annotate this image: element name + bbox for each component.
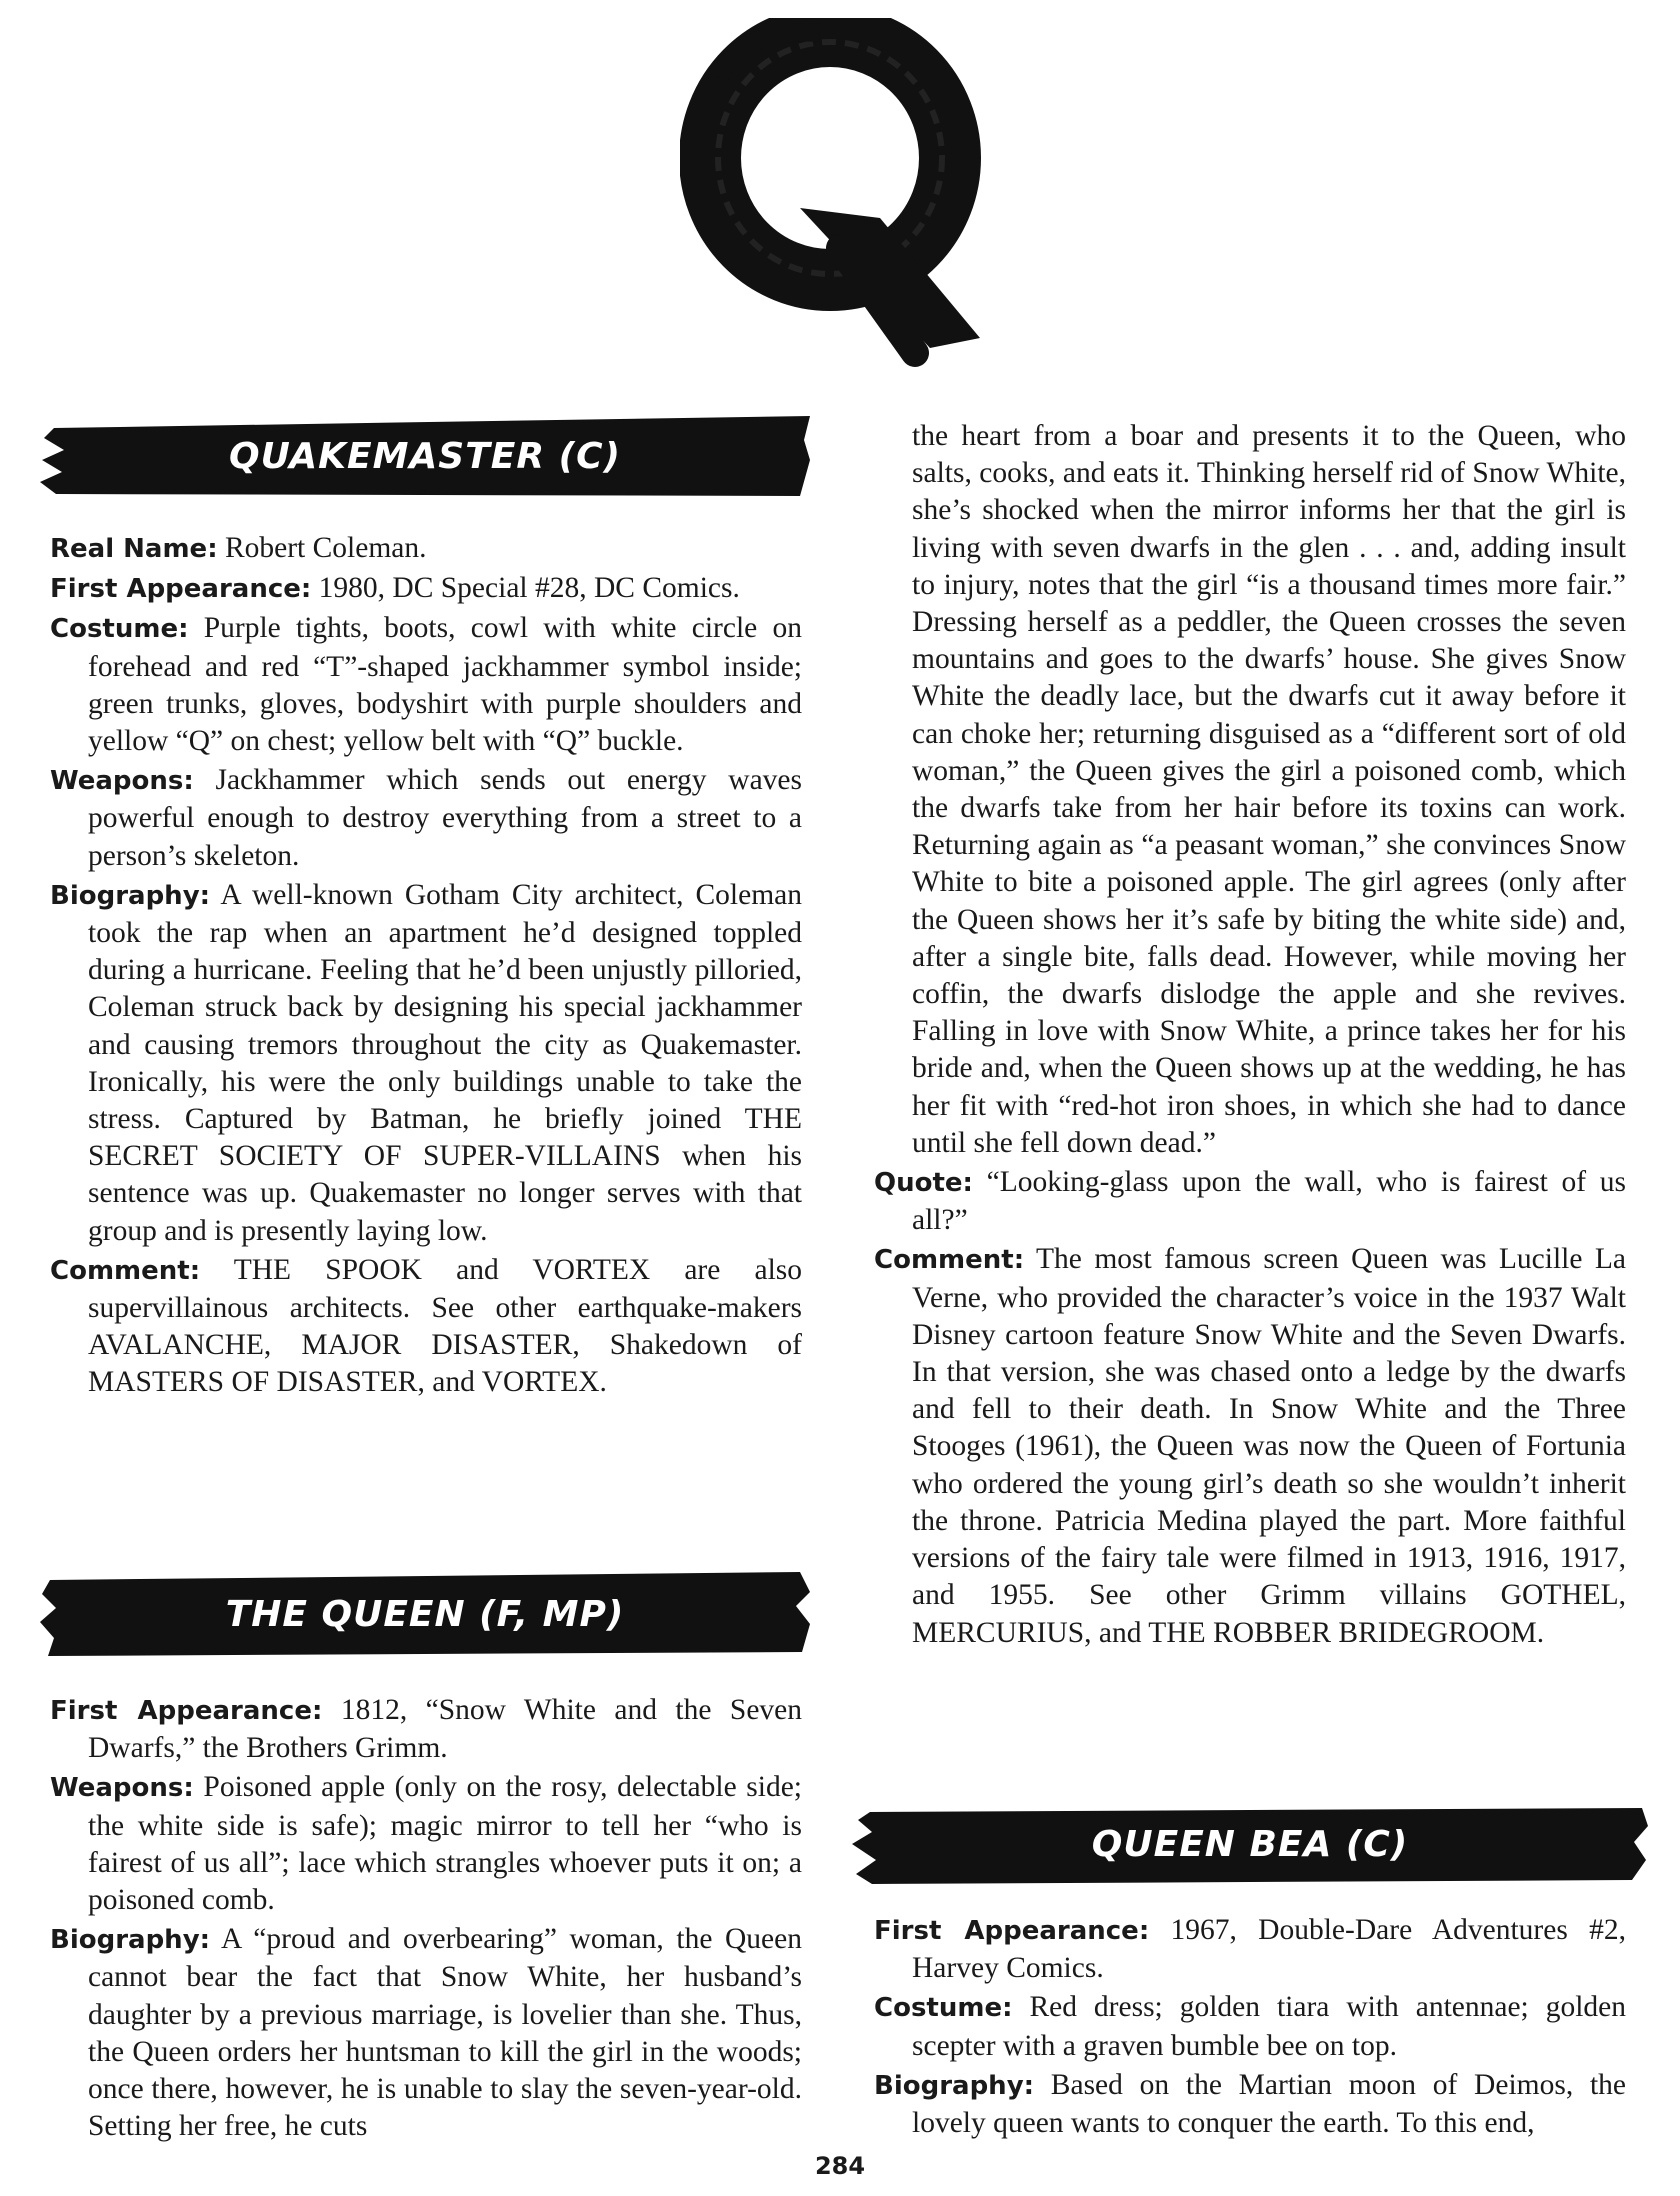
field-biography-continued: the heart from a boar and presents it to the Queen, who salts, cooks, and eats it. Thinking herself rid of Snow White, she’s shocked when the mirror informs her that the girl is living with seven dwarfs in the glen . . . and, adding insult to injury, notes that the girl “is a thousand times more fair.” Dressing herself as a peddler, the Queen crosses the seven mountains and goes to the dwarfs’ house. She gives Snow White the deadly lace, but the dwarfs cut it away before it can choke her; returning disguised as a “different sort of old woman,” the Queen gives the girl a poisoned comb, which the dwarfs take from her hair before its toxins can work. Returning again as “a peasant woman,” she convinces Snow White to bite a poisoned apple. The girl agrees (only after the Queen shows her it’s safe by biting the white side) and, after a single bite, falls dead. However, while moving her coffin, the dwarfs dislodge the apple and she revives. Falling in love with Snow White, a prince takes her for his bride and, when the Queen shows up at the wedding, he has her fit with “red-hot iron shoes, in which she had to dance until she fell down dead.”	[912, 420, 1626, 1159]
brush-q-icon	[680, 18, 1040, 378]
field-first-appearance: First Appearance: 1967, Double-Dare Adventures #2, Harvey Comics.	[874, 1914, 1626, 1985]
field-weapons: Weapons: Poisoned apple (only on the rosy, delectable side; the white side is safe); magic mirror to tell her “who is fairest of us all”; lace which strangles whoever puts it on; a poisoned comb.	[50, 1771, 803, 1917]
field-first-appearance: First Appearance: 1812, “Snow White and the Seven Dwarfs,” the Brothers Grimm.	[50, 1694, 803, 1765]
field-costume: Costume: Purple tights, boots, cowl with white circle on forehead and red “T”-shaped jackhammer symbol inside; green trunks, gloves, bodyshirt with purple shoulders and yellow “Q” on chest; yellow belt with “Q” buckle.	[50, 612, 803, 758]
field-costume: Costume: Red dress; golden tiara with antennae; golden scepter with a graven bumble bee on top.	[874, 1991, 1626, 2062]
entry-queen-bea	[874, 1912, 1626, 2144]
page-number: 284	[814, 2152, 866, 2180]
field-real-name: Real Name: Robert Coleman.	[50, 532, 427, 564]
entry-the-queen	[50, 1692, 802, 2147]
entry-banner-the-queen	[40, 1568, 810, 1660]
entry-quakemaster	[50, 530, 802, 1404]
entry-title: QUEEN BEA (C)	[1091, 1823, 1409, 1865]
entry-banner-quakemaster	[40, 410, 810, 502]
chapter-letter-q	[680, 18, 1040, 378]
entry-title: THE QUEEN (F, MP)	[225, 1593, 625, 1635]
field-first-appearance: First Appearance: 1980, DC Special #28, DC Comics.	[50, 572, 740, 605]
field-biography: Biography: Based on the Martian moon of Deimos, the lovely queen wants to conquer the earth. To this end,	[874, 2068, 1626, 2140]
field-quote: Quote: “Looking-glass upon the wall, who is fairest of us all?”	[874, 1166, 1627, 1237]
field-biography: Biography: A “proud and overbearing” woman, the Queen cannot bear the fact that Snow White, her husband’s daughter by a previous marriage, is lovelier than she. Thus, the Queen orders her huntsman to kill the girl in the woods; once there, however, he is unable to slay the seven-year-old. Setting her free, he cuts	[50, 1923, 802, 2143]
entry-banner-queen-bea	[852, 1798, 1648, 1890]
field-weapons: Weapons: Jackhammer which sends out energy waves powerful enough to destroy everything from a street to a person’s skeleton.	[50, 764, 803, 872]
field-comment: Comment: The most famous screen Queen was Lucille La Verne, who provided the character’s voice in the 1937 Walt Disney cartoon feature Snow White and the Seven Dwarfs. In that version, she was chased onto a ledge by the dwarfs and fell to their death. In Snow White and the Three Stooges (1961), the Queen was now the Queen of Fortunia who ordered the young girl’s death so she wouldn’t inherit the throne. Patricia Medina played the part. More faithful versions of the fairy tale were filmed in 1913, 1916, 1917, and 1955. See other Grimm villains GOTHEL, MERCURIUS, and THE ROBBER BRIDEGROOM.	[874, 1243, 1626, 1649]
entry-title: QUAKEMASTER (C)	[229, 435, 621, 477]
entry-the-queen-continued	[874, 418, 1626, 1654]
field-comment: Comment: THE SPOOK and VORTEX are also supervillainous architects. See other earthquake-makers AVALANCHE, MAJOR DISASTER, Shakedown of MASTERS OF DISASTER, and VORTEX.	[50, 1253, 803, 1399]
field-biography: Biography: A well-known Gotham City architect, Coleman took the rap when an apartment he’d designed toppled during a hurricane. Feeling that he’d been unjustly pilloried, Coleman struck back by designing his special jackhammer and causing tremors throughout the city as Quakemaster. Ironically, his were the only buildings unable to take the stress. Captured by Batman, he briefly joined THE SECRET SOCIETY OF SUPER-VILLAINS when his sentence was up. Quakemaster no longer serves with that group and is presently laying low.	[50, 878, 802, 1247]
